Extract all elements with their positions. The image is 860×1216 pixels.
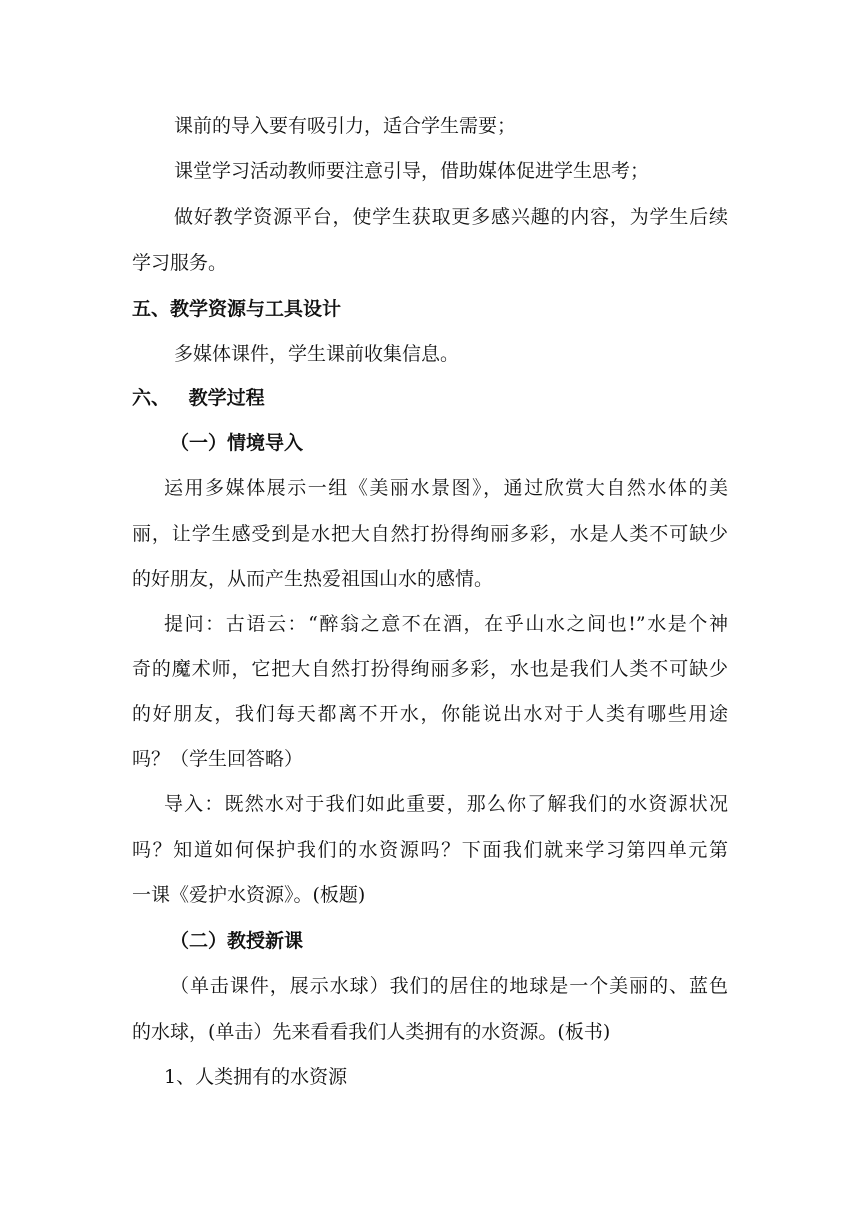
section-heading: 六、 教学过程 xyxy=(132,387,265,409)
paragraph-line: 的水球，(单击）先来看看我们人类拥有的水资源。(板书) xyxy=(132,1021,611,1043)
list-item-heading: 1、人类拥有的水资源 xyxy=(164,1066,348,1088)
subsection-heading: （二）教授新课 xyxy=(170,930,304,952)
paragraph-line: 课堂学习活动教师要注意引导，借助媒体促进学生思考； xyxy=(174,160,650,182)
paragraph-line: 奇的魔术师，它把大自然打扮得绚丽多彩，水也是我们人类不可缺少 xyxy=(132,658,728,680)
subsection-heading: （一）情境导入 xyxy=(170,432,304,454)
paragraph-line: 的好朋友，我们每天都离不开水，你能说出水对于人类有哪些用途 xyxy=(132,703,728,725)
paragraph-line: （单击课件，展示水球）我们的居住的地球是一个美丽的、蓝色 xyxy=(170,975,728,997)
section-heading: 五、教学资源与工具设计 xyxy=(132,298,342,320)
paragraph-line: 的好朋友，从而产生热爱祖国山水的感情。 xyxy=(132,568,494,590)
paragraph-line: 做好教学资源平台，使学生获取更多感兴趣的内容，为学生后续 xyxy=(174,206,728,228)
paragraph-line: 多媒体课件，学生课前收集信息。 xyxy=(174,343,460,365)
paragraph-line: 一课《爱护水资源》。(板题) xyxy=(132,884,366,906)
paragraph-line: 提问：古语云：“醉翁之意不在酒，在乎山水之间也!”水是个神 xyxy=(164,613,728,635)
paragraph-line: 吗？（学生回答略） xyxy=(132,748,304,770)
paragraph-line: 导入：既然水对于我们如此重要，那么你了解我们的水资源状况 xyxy=(164,793,728,815)
paragraph-line: 丽，让学生感受到是水把大自然打扮得绚丽多彩，水是人类不可缺少 xyxy=(132,523,728,545)
paragraph-line: 运用多媒体展示一组《美丽水景图》，通过欣赏大自然水体的美 xyxy=(164,477,728,499)
paragraph-line: 学习服务。 xyxy=(132,252,228,274)
paragraph-line: 课前的导入要有吸引力，适合学生需要； xyxy=(174,115,517,137)
paragraph-line: 吗？知道如何保护我们的水资源吗？下面我们就来学习第四单元第 xyxy=(132,839,728,861)
